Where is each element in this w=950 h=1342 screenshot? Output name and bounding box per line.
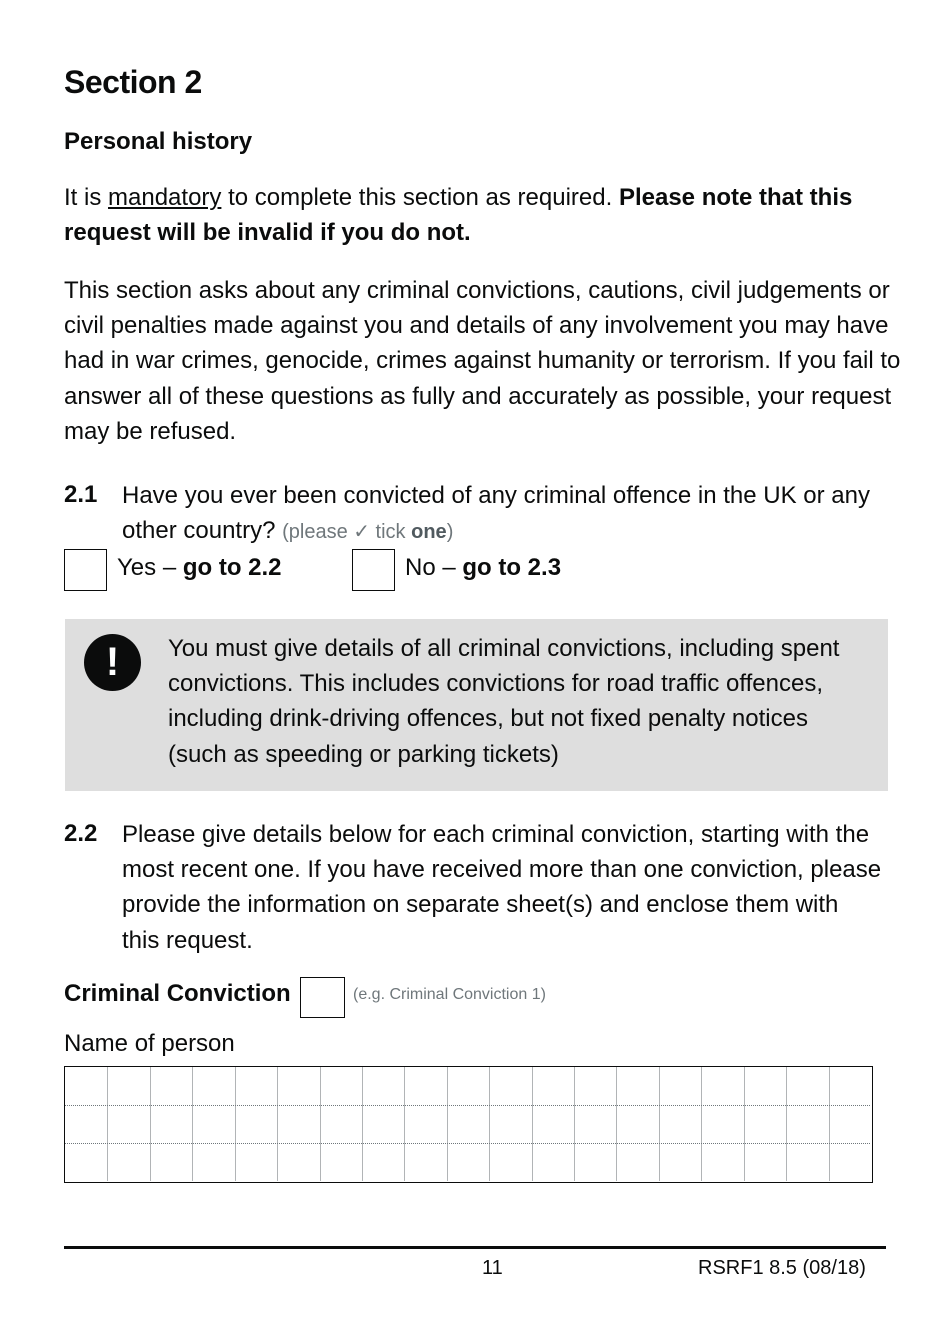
question-2-2-text: Please give details below for each criminal conviction, starting with the most recent one. If you have received more than one conviction, please provide the information on separate sheet(s) and enclose them with this request. (122, 821, 882, 954)
section-title: Section 2 (64, 64, 202, 100)
callout-text: You must give details of all criminal convictions, including spent convictions. This includes convictions for road traffic offences, including drink-driving offences, but not fixed penalty notices (such as speeding or parking tickets) (168, 635, 840, 768)
section-subheading: Personal history (64, 128, 253, 155)
question-number-2-1: 2.1 (64, 481, 98, 508)
criminal-conviction-label: Criminal Conviction (64, 980, 291, 1007)
conviction-number-box[interactable] (300, 977, 345, 1018)
question-2-1-text: Have you ever been convicted of any criminal offence in the UK or any other country? (122, 482, 870, 545)
yes-checkbox[interactable] (64, 549, 107, 591)
hint-prefix: (please ✓ tick (282, 521, 412, 544)
page-number: 11 (482, 1257, 503, 1279)
form-reference: RSRF1 8.5 (08/18) (698, 1257, 866, 1279)
intro-text-1: It is (64, 184, 109, 211)
no-checkbox[interactable] (352, 549, 395, 591)
intro-text-2: to complete this section as required. (221, 184, 619, 211)
hint-suffix: ) (446, 521, 454, 544)
yes-option-label (117, 554, 282, 582)
footer-divider (64, 1246, 886, 1249)
exclamation-icon: ! (84, 634, 141, 691)
mandatory-notice (64, 180, 894, 250)
no-goto: go to 2.3 (462, 554, 562, 581)
yes-goto: go to 2.2 (182, 554, 282, 581)
conviction-number-hint: (e.g. Criminal Conviction 1) (353, 986, 546, 1003)
question-number-2-2: 2.2 (64, 820, 98, 847)
invalid-warning: Please note that this request will be invalid if you do not. (64, 184, 853, 247)
name-of-person-label: Name of person (64, 1030, 235, 1057)
no-option-label (405, 554, 561, 582)
mandatory-text: mandatory (108, 184, 222, 211)
question-2-1-hint (282, 521, 453, 543)
hint-bold: one (411, 521, 447, 544)
question-2-1 (122, 478, 892, 550)
name-of-person-input[interactable] (64, 1066, 873, 1183)
no-label: No – (405, 554, 463, 581)
section-description: This section asks about any criminal convictions, cautions, civil judgements or civil penalties made against you and details of any involvement you may have had in war crimes, genocide, crimes against humanity or terrorism. If you fail to answer all of these questions as fully and accurately as possible, your request may be refused. (64, 277, 901, 445)
yes-label: Yes – (117, 554, 183, 581)
name-grid-lines (65, 1067, 871, 1181)
